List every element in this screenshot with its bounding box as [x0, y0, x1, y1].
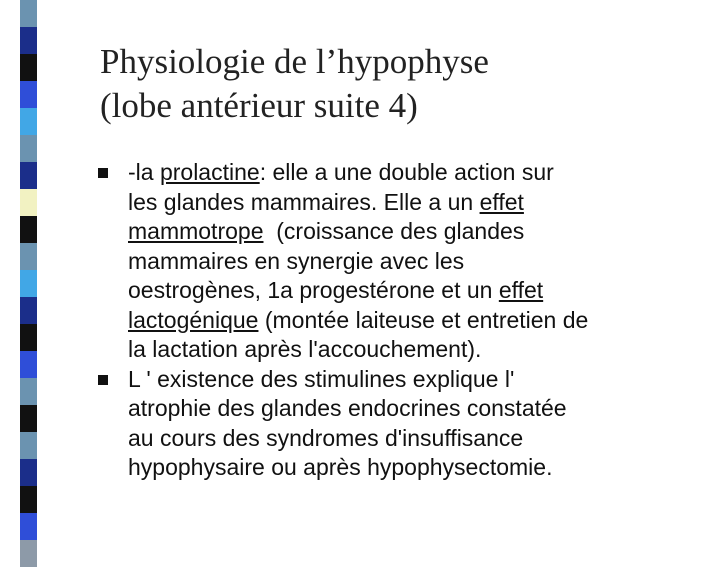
stripe-block: [20, 513, 37, 540]
stripe-block: [20, 243, 37, 270]
stripe-block: [20, 189, 37, 216]
stripe-block: [20, 270, 37, 297]
term-prolactine: prolactine: [159, 159, 260, 185]
bullet-item-stimulines: L ' existence des stimulines explique l' atrophie des glandes endocrines constatée au cours des syndromes d'insuffisance hypophysaire ou après hypophysectomie.: [98, 365, 698, 483]
term-lactogenique: lactogénique: [128, 306, 259, 333]
stripe-block: [20, 378, 37, 405]
stripe-block: [20, 486, 37, 513]
square-bullet-icon: [98, 375, 108, 385]
bullet-item-prolactine: -la prolactine: elle a une double action sur les glandes mammaires. Elle a un effet mammotrope (croissance des glandes mammaires en synergie avec les oestrogènes, 1a progestérone et un effet lactogénique (montée laiteuse et entretien de la lactation après l'accouchement).: [98, 158, 698, 365]
title-line-2: (lobe antérieur suite 4): [100, 86, 418, 125]
slide-title: [100, 40, 700, 128]
term-effet: effet: [479, 188, 524, 215]
stripe-block: [20, 54, 37, 81]
slide-body: [98, 158, 698, 483]
term-mammotrope: mammotrope: [128, 218, 264, 244]
stripe-block: [20, 27, 37, 54]
stripe-block: [20, 351, 37, 378]
stripe-block: [20, 108, 37, 135]
stripe-block: [20, 432, 37, 459]
stripe-block: [20, 324, 37, 351]
title-line-1: Physiologie de l’hypophyse: [100, 42, 489, 81]
stripe-block: [20, 135, 37, 162]
stripe-block: [20, 540, 37, 567]
stripe-block: [20, 459, 37, 486]
stripe-block: [20, 81, 37, 108]
stripe-block: [20, 0, 37, 27]
term-effet: effet: [498, 277, 544, 303]
decorative-stripe: [0, 0, 68, 540]
square-bullet-icon: [98, 168, 108, 178]
stripe-block: [20, 162, 37, 189]
stripe-block: [20, 405, 37, 432]
stripe-block: [20, 216, 37, 243]
stripe-block: [20, 297, 37, 324]
